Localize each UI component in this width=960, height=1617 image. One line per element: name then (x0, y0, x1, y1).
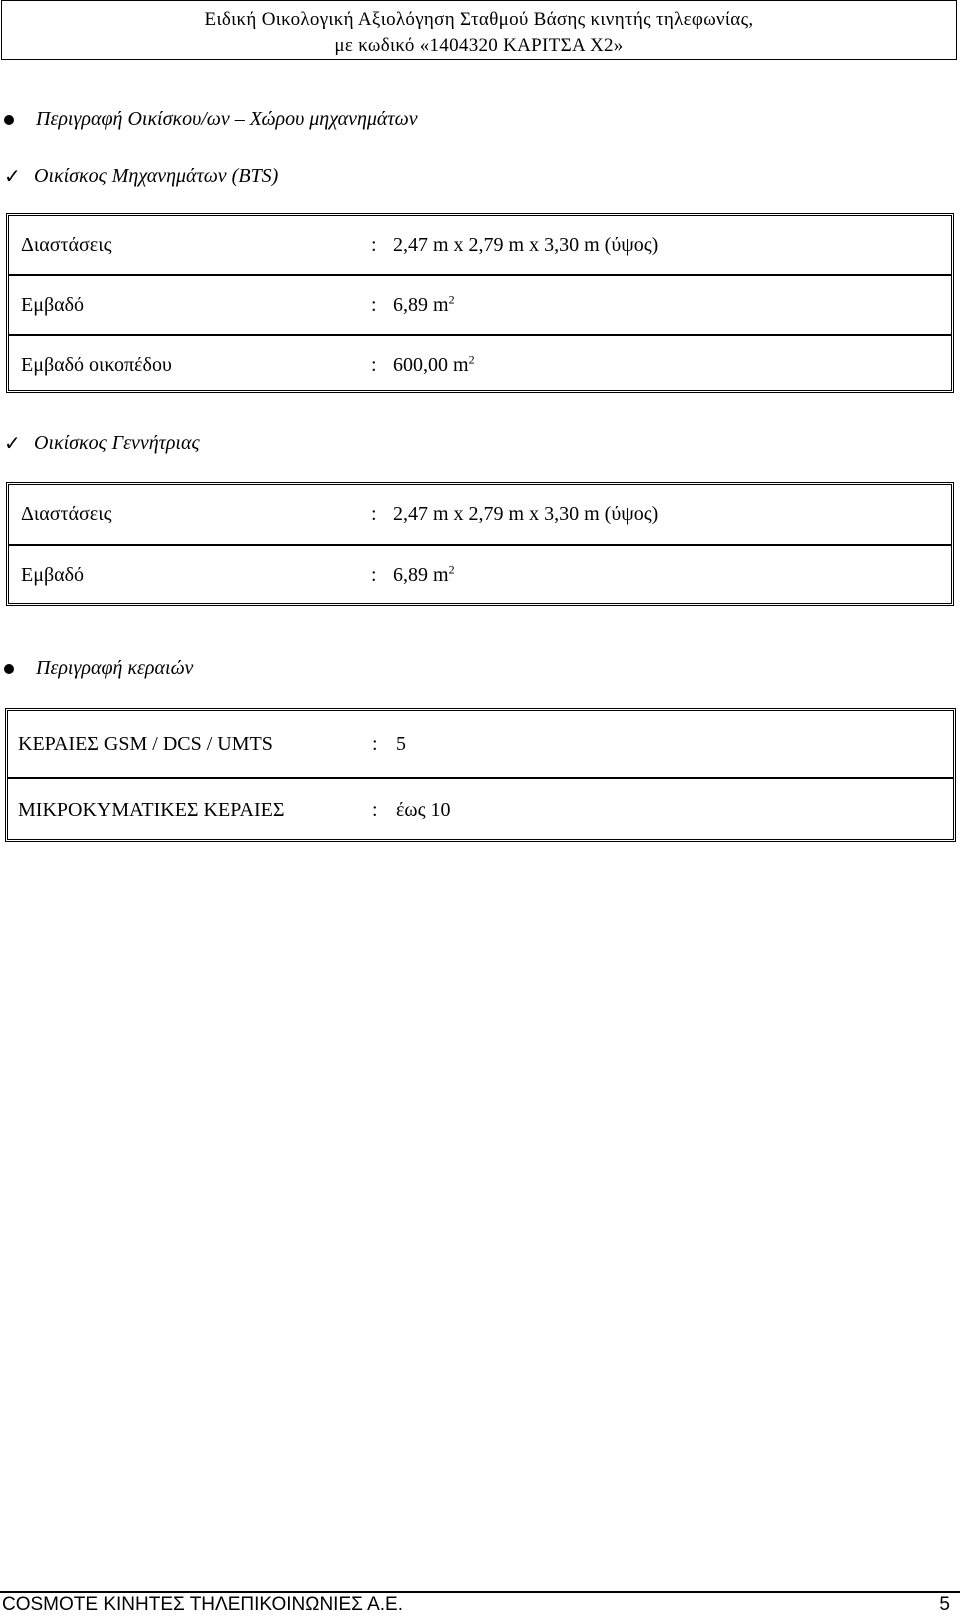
row-label: Εμβαδό (21, 564, 85, 586)
row-value: έως 10 (396, 798, 451, 821)
row-value: 6,89 $m^2$ (393, 562, 455, 586)
row-label: Εμβαδό οικοπέδου (21, 353, 172, 376)
row-value: 5 (396, 732, 406, 755)
check-mark-icon: ✓ (4, 433, 21, 455)
bts-specs-table (6, 213, 954, 393)
section-heading-antennas (0, 657, 193, 680)
row-label: ΚΕΡΑΙΕΣ GSM / DCS / UMTS (18, 732, 273, 755)
header-line-2: με κωδικό «1404320 ΚΑΡΙΤΣΑ Χ2» (334, 35, 624, 56)
row-value: 6,89 $m^2$ (393, 291, 455, 316)
check-mark-icon: ✓ (4, 166, 21, 188)
row-colon: : (372, 732, 378, 755)
page-footer (0, 1591, 960, 1617)
superscript: 2 (468, 351, 475, 366)
table-row (9, 216, 951, 276)
page-number: 5 (939, 1594, 950, 1615)
section-heading-text: Περιγραφή κεραιών (36, 657, 194, 679)
subheading-generator (0, 431, 200, 456)
subheading-bts (0, 164, 278, 189)
row-colon: : (371, 233, 377, 256)
page-header (1, 0, 957, 60)
generator-specs-table (6, 482, 954, 606)
row-value: 2,47 m x 2,79 m x 3,30 m (ύψος) (393, 503, 659, 525)
header-line-1: Ειδική Οικολογική Αξιολόγηση Σταθμού Βάσης κινητής τηλεφωνίας, (204, 9, 754, 30)
subheading-text: Οικίσκος Γεννήτριας (34, 432, 200, 454)
row-colon: : (371, 353, 377, 376)
superscript: 2 (448, 562, 455, 577)
superscript: 2 (448, 291, 455, 306)
row-label: ΜΙΚΡΟΚΥΜΑΤΙΚΕΣ ΚΕΡΑΙΕΣ (18, 798, 285, 821)
row-value: 600,00 $m^2$ (393, 351, 475, 376)
table-row (8, 711, 953, 779)
bullet-dot-icon (4, 664, 14, 674)
row-label: Εμβαδό (21, 293, 85, 316)
footer-company: COSMOTE ΚΙΝΗΤΕΣ ΤΗΛΕΠΙΚΟΙΝΩΝΙΕΣ Α.Ε. (2, 1594, 404, 1615)
antennas-table (5, 708, 956, 842)
row-colon: : (372, 798, 378, 821)
row-colon: : (371, 564, 377, 586)
row-colon: : (371, 293, 377, 316)
row-colon: : (371, 503, 377, 525)
row-label: Διαστάσεις (21, 233, 112, 256)
section-heading-text: Περιγραφή Οικίσκου/ων – Χώρου μηχανημάτων (36, 108, 418, 130)
table-row (9, 485, 951, 546)
bullet-dot-icon (4, 115, 14, 125)
table-row (9, 336, 951, 394)
row-label: Διαστάσεις (21, 503, 112, 525)
subheading-text: Οικίσκος Μηχανημάτων (BTS) (34, 165, 279, 187)
table-row (9, 276, 951, 336)
table-row (9, 546, 951, 605)
section-heading-facilities (0, 108, 418, 131)
table-row (8, 779, 953, 841)
row-value: 2,47 m x 2,79 m x 3,30 m (ύψος) (393, 233, 659, 256)
